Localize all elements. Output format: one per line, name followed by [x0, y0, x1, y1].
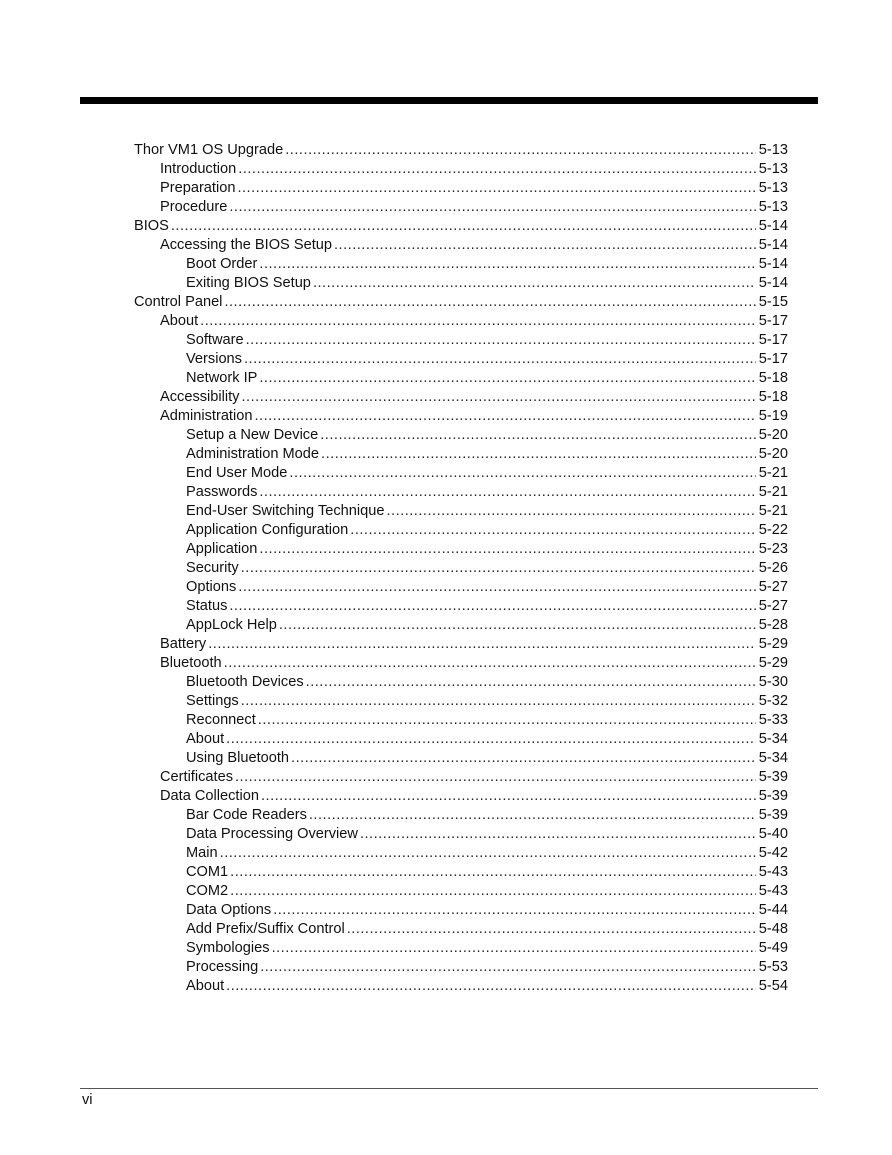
toc-entry-page: 5-39 — [758, 807, 788, 823]
toc-entry-page: 5-34 — [758, 731, 788, 747]
toc-entry-page: 5-21 — [758, 465, 788, 481]
toc-entry-title: Data Processing Overview — [186, 826, 358, 842]
toc-entry-title: Preparation — [160, 180, 236, 196]
toc-entry[interactable] — [134, 578, 788, 597]
toc-entry-page: 5-29 — [758, 636, 788, 652]
toc-entry[interactable] — [134, 616, 788, 635]
toc-entry-page: 5-28 — [758, 617, 788, 633]
toc-entry[interactable] — [134, 407, 788, 426]
toc-entry-title: Status — [186, 598, 228, 614]
toc-entry-page: 5-21 — [758, 484, 788, 500]
toc-entry-title: Setup a New Device — [186, 427, 319, 443]
toc-entry[interactable] — [134, 312, 788, 331]
toc-entry-title: Bar Code Readers — [186, 807, 307, 823]
toc-entry[interactable] — [134, 521, 788, 540]
toc-entry-page: 5-18 — [758, 389, 788, 405]
toc-entry-title: Administration Mode — [186, 446, 320, 462]
toc-entry-page: 5-13 — [758, 199, 788, 215]
toc-entry-page: 5-27 — [758, 579, 788, 595]
toc-dot-leader — [224, 654, 756, 673]
toc-dot-leader — [272, 939, 756, 958]
toc-entry-page: 5-17 — [758, 313, 788, 329]
toc-entry-title: Software — [186, 332, 244, 348]
toc-dot-leader — [237, 179, 755, 198]
toc-entry-page: 5-43 — [758, 883, 788, 899]
toc-dot-leader — [230, 882, 756, 901]
toc-entry-page: 5-29 — [758, 655, 788, 671]
toc-entry-page: 5-53 — [758, 959, 788, 975]
toc-entry-title: About — [160, 313, 199, 329]
toc-entry[interactable] — [134, 426, 788, 445]
toc-entry-title: COM1 — [186, 864, 229, 880]
toc-entry-title: Application — [186, 541, 258, 557]
toc-entry[interactable] — [134, 445, 788, 464]
toc-dot-leader — [259, 369, 755, 388]
toc-entry[interactable] — [134, 179, 788, 198]
toc-dot-leader — [226, 730, 756, 749]
toc-dot-leader — [230, 863, 756, 882]
table-of-contents — [134, 141, 788, 996]
toc-entry-title: COM2 — [186, 883, 229, 899]
toc-entry-title: End-User Switching Technique — [186, 503, 385, 519]
toc-entry-title: Passwords — [186, 484, 258, 500]
toc-entry[interactable] — [134, 198, 788, 217]
toc-dot-leader — [254, 407, 755, 426]
toc-entry[interactable] — [134, 692, 788, 711]
toc-entry-title: Reconnect — [186, 712, 256, 728]
toc-entry-title: About — [186, 978, 225, 994]
toc-dot-leader — [229, 597, 755, 616]
toc-entry-page: 5-32 — [758, 693, 788, 709]
toc-dot-leader — [350, 521, 756, 540]
toc-entry[interactable] — [134, 597, 788, 616]
toc-entry-page: 5-54 — [758, 978, 788, 994]
toc-entry-title: Accessing the BIOS Setup — [160, 237, 332, 253]
toc-entry[interactable] — [134, 920, 788, 939]
toc-dot-leader — [285, 141, 756, 160]
toc-entry[interactable] — [134, 388, 788, 407]
toc-dot-leader — [306, 673, 756, 692]
toc-entry-title: Procedure — [160, 199, 228, 215]
toc-entry[interactable] — [134, 502, 788, 521]
toc-dot-leader — [273, 901, 756, 920]
toc-dot-leader — [313, 274, 756, 293]
toc-entry[interactable] — [134, 369, 788, 388]
toc-dot-leader — [238, 160, 756, 179]
toc-entry[interactable] — [134, 160, 788, 179]
toc-entry-title: About — [186, 731, 225, 747]
toc-dot-leader — [244, 350, 756, 369]
toc-dot-leader — [235, 768, 756, 787]
toc-dot-leader — [241, 388, 755, 407]
toc-entry-page: 5-34 — [758, 750, 788, 766]
toc-entry-title: Using Bluetooth — [186, 750, 290, 766]
page-number: vi — [82, 1092, 93, 1108]
toc-entry-title: Network IP — [186, 370, 258, 386]
toc-entry[interactable] — [134, 559, 788, 578]
toc-entry-title: Application Configuration — [186, 522, 349, 538]
toc-entry-page: 5-23 — [758, 541, 788, 557]
toc-entry[interactable] — [134, 673, 788, 692]
toc-entry-page: 5-21 — [758, 503, 788, 519]
toc-entry[interactable] — [134, 236, 788, 255]
toc-entry-page: 5-20 — [758, 446, 788, 462]
toc-dot-leader — [259, 540, 755, 559]
toc-entry-page: 5-20 — [758, 427, 788, 443]
toc-entry[interactable] — [134, 711, 788, 730]
toc-entry[interactable] — [134, 255, 788, 274]
toc-dot-leader — [241, 692, 756, 711]
toc-entry[interactable] — [134, 958, 788, 977]
toc-entry-page: 5-44 — [758, 902, 788, 918]
toc-entry-page: 5-17 — [758, 332, 788, 348]
toc-entry-title: Settings — [186, 693, 239, 709]
toc-entry[interactable] — [134, 141, 788, 160]
toc-entry-title: Exiting BIOS Setup — [186, 275, 311, 291]
toc-dot-leader — [229, 198, 755, 217]
toc-entry-page: 5-15 — [758, 294, 788, 310]
toc-dot-leader — [261, 787, 756, 806]
toc-entry-page: 5-39 — [758, 769, 788, 785]
toc-dot-leader — [226, 977, 756, 996]
toc-entry[interactable] — [134, 806, 788, 825]
toc-entry-title: Main — [186, 845, 218, 861]
toc-entry-title: Bluetooth — [160, 655, 222, 671]
toc-dot-leader — [260, 958, 756, 977]
toc-entry-title: Certificates — [160, 769, 233, 785]
toc-entry-page: 5-14 — [758, 275, 788, 291]
toc-dot-leader — [171, 217, 756, 236]
toc-entry-title: Administration — [160, 408, 253, 424]
toc-entry[interactable] — [134, 768, 788, 787]
toc-entry-title: Boot Order — [186, 256, 258, 272]
toc-entry-page: 5-14 — [758, 237, 788, 253]
toc-entry-page: 5-43 — [758, 864, 788, 880]
toc-dot-leader — [320, 426, 756, 445]
toc-entry[interactable] — [134, 730, 788, 749]
toc-dot-leader — [347, 920, 756, 939]
toc-entry[interactable] — [134, 844, 788, 863]
toc-entry-title: Thor VM1 OS Upgrade — [134, 142, 284, 158]
toc-dot-leader — [259, 255, 755, 274]
footer-rule — [80, 1088, 818, 1089]
toc-entry-title: BIOS — [134, 218, 169, 234]
toc-dot-leader — [238, 578, 755, 597]
toc-entry[interactable] — [134, 350, 788, 369]
header-rule — [80, 97, 818, 104]
toc-entry-title: Data Collection — [160, 788, 259, 804]
toc-dot-leader — [208, 635, 756, 654]
toc-entry[interactable] — [134, 464, 788, 483]
toc-entry-page: 5-18 — [758, 370, 788, 386]
toc-dot-leader — [321, 445, 756, 464]
toc-entry[interactable] — [134, 635, 788, 654]
toc-entry[interactable] — [134, 939, 788, 958]
toc-entry-title: Introduction — [160, 161, 237, 177]
toc-entry-page: 5-40 — [758, 826, 788, 842]
toc-entry-title: AppLock Help — [186, 617, 277, 633]
toc-entry[interactable] — [134, 901, 788, 920]
toc-entry-page: 5-33 — [758, 712, 788, 728]
toc-entry-page: 5-27 — [758, 598, 788, 614]
toc-entry[interactable] — [134, 654, 788, 673]
toc-entry[interactable] — [134, 863, 788, 882]
toc-entry-title: Symbologies — [186, 940, 270, 956]
toc-entry-page: 5-17 — [758, 351, 788, 367]
toc-entry-title: Accessibility — [160, 389, 240, 405]
toc-entry-page: 5-49 — [758, 940, 788, 956]
toc-entry-title: Data Options — [186, 902, 272, 918]
toc-entry-page: 5-22 — [758, 522, 788, 538]
toc-dot-leader — [386, 502, 755, 521]
toc-entry-page: 5-14 — [758, 218, 788, 234]
toc-entry-title: End User Mode — [186, 465, 288, 481]
toc-entry-title: Security — [186, 560, 239, 576]
toc-entry-page: 5-14 — [758, 256, 788, 272]
toc-entry-page: 5-26 — [758, 560, 788, 576]
toc-entry-title: Options — [186, 579, 237, 595]
toc-entry[interactable] — [134, 882, 788, 901]
toc-entry-title: Battery — [160, 636, 207, 652]
toc-dot-leader — [291, 749, 756, 768]
toc-entry[interactable] — [134, 749, 788, 768]
toc-entry-page: 5-39 — [758, 788, 788, 804]
toc-entry[interactable] — [134, 274, 788, 293]
toc-entry[interactable] — [134, 787, 788, 806]
toc-entry-page: 5-48 — [758, 921, 788, 937]
toc-entry-page: 5-13 — [758, 180, 788, 196]
toc-dot-leader — [334, 236, 756, 255]
toc-dot-leader — [241, 559, 756, 578]
toc-entry[interactable] — [134, 217, 788, 236]
toc-entry[interactable] — [134, 977, 788, 996]
toc-entry-page: 5-19 — [758, 408, 788, 424]
toc-dot-leader — [220, 844, 756, 863]
toc-dot-leader — [279, 616, 756, 635]
toc-entry[interactable] — [134, 540, 788, 559]
toc-entry-title: Versions — [186, 351, 242, 367]
toc-entry-page: 5-30 — [758, 674, 788, 690]
toc-entry[interactable] — [134, 483, 788, 502]
toc-entry[interactable] — [134, 293, 788, 312]
toc-entry[interactable] — [134, 825, 788, 844]
toc-dot-leader — [289, 464, 755, 483]
toc-dot-leader — [246, 331, 756, 350]
toc-entry-title: Bluetooth Devices — [186, 674, 304, 690]
toc-entry-page: 5-13 — [758, 142, 788, 158]
toc-entry-title: Control Panel — [134, 294, 223, 310]
toc-dot-leader — [200, 312, 756, 331]
toc-entry-page: 5-42 — [758, 845, 788, 861]
toc-dot-leader — [309, 806, 756, 825]
toc-dot-leader — [224, 293, 755, 312]
toc-entry[interactable] — [134, 331, 788, 350]
toc-dot-leader — [360, 825, 756, 844]
toc-entry-title: Processing — [186, 959, 259, 975]
toc-entry-title: Add Prefix/Suffix Control — [186, 921, 345, 937]
toc-dot-leader — [259, 483, 755, 502]
toc-dot-leader — [258, 711, 756, 730]
toc-entry-page: 5-13 — [758, 161, 788, 177]
